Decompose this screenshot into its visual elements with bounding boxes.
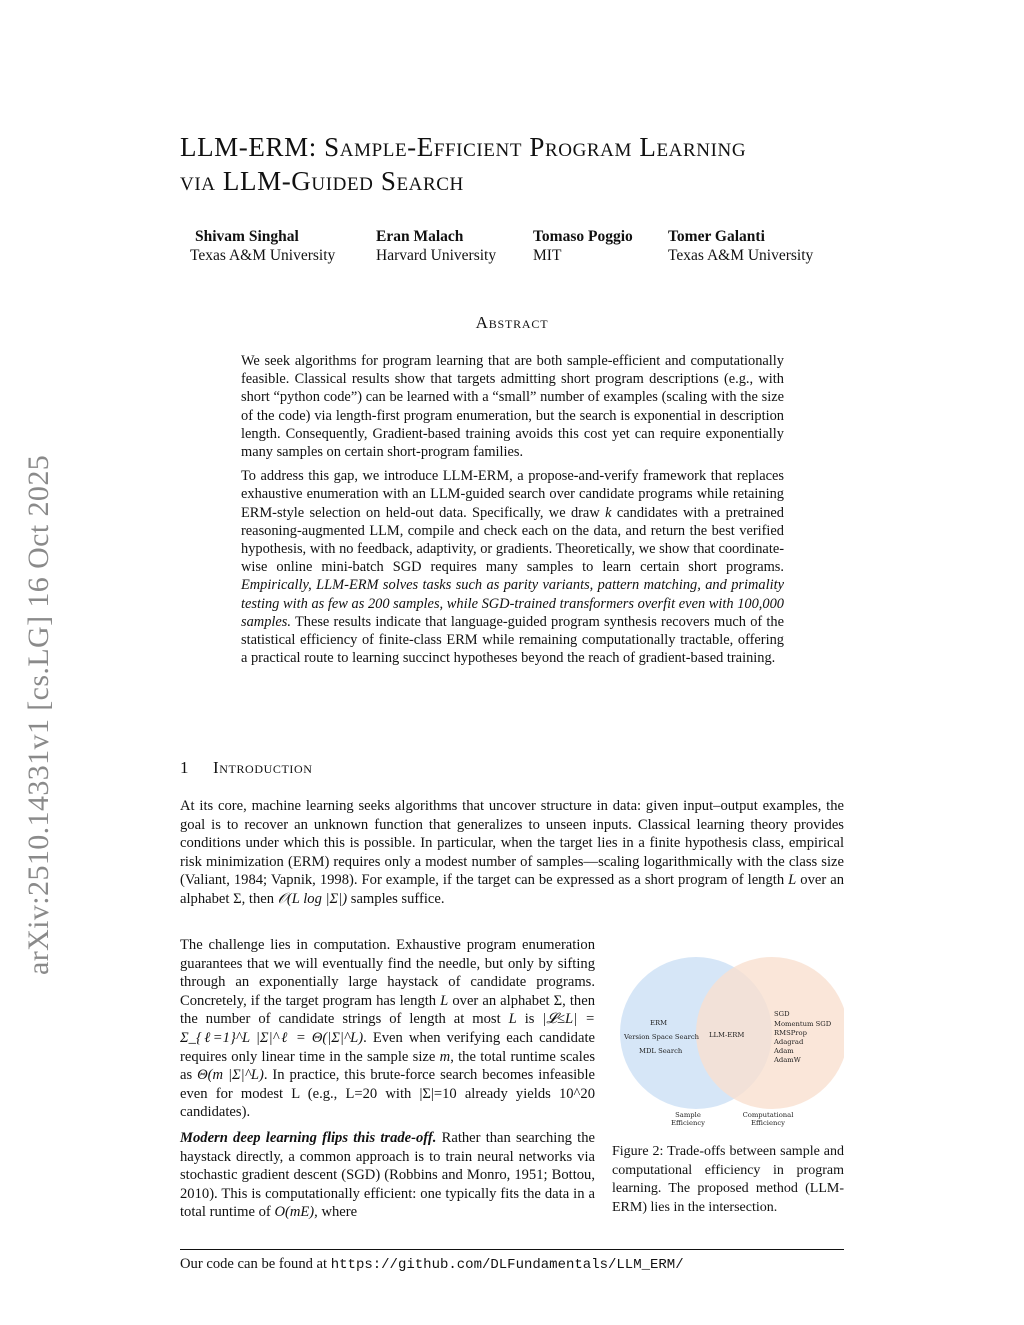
intro-text: samples suffice. bbox=[350, 890, 445, 907]
left-set-label: Sample bbox=[675, 1111, 701, 1119]
math-sigma: Σ bbox=[233, 890, 242, 907]
paragraph-lead: Modern deep learning flips this trade-off. bbox=[180, 1129, 437, 1146]
venn-diagram-figure bbox=[610, 955, 844, 1135]
intro-text: , then the number of candidate strings of length at most bbox=[180, 992, 595, 1028]
arxiv-stamp: arXiv:2510.14331v1 [cs.LG] 16 Oct 2025 bbox=[22, 454, 55, 975]
section-number: 1 bbox=[180, 758, 190, 777]
math-k: k bbox=[605, 504, 612, 521]
math-candidate-count: |𝓛≤L| = Σ_{ℓ=1}^L |Σ|^ℓ = Θ(|Σ|^L) bbox=[180, 1011, 595, 1046]
code-url-link[interactable]: https://github.com/DLFundamentals/LLM_ERM/ bbox=[330, 1257, 684, 1273]
right-set-item: Adam bbox=[774, 1047, 794, 1055]
section-heading-introduction bbox=[180, 758, 313, 778]
abstract-text: To address this gap, we introduce LLM-ERM, a propose-and-verify framework that replaces exhaustive enumeration with an LLM-guided search over candidate programs while retaining ERM-style selection on held-out data. Specifically, we draw bbox=[241, 468, 784, 521]
intro-text: , then bbox=[241, 890, 275, 907]
author-block bbox=[533, 227, 633, 265]
math-sample-bound: 𝒪(L log |Σ|) bbox=[277, 890, 348, 907]
abstract-emphasis: Empirically, LLM-ERM solves tasks such as parity variants, pattern matching, and primality testing with as few as 200 samples, while SGD-trained transformers overfit even with 100,000 samples. bbox=[241, 577, 784, 630]
intro-paragraph-2 bbox=[180, 936, 595, 1122]
intro-text: At its core, machine learning seeks algorithms that uncover structure in data: given input–output examples, the goal is to recover an unknown function that generalizes to unseen inputs. Classical learning theory provides conditions under which this is possible. In particular, when the target lies in a finite hypothesis class, empirical risk minimization (ERM) requires only a modest number of samples—scaling logarithmically with the class size (Valiant, 1984; Vapnik, 1998). For example, if the target can be expressed as a short program of length bbox=[180, 798, 844, 889]
right-set-item: Momentum SGD bbox=[774, 1020, 832, 1028]
author-affiliation: Texas A&M University bbox=[190, 247, 336, 264]
left-set-label: Efficiency bbox=[671, 1119, 705, 1127]
right-set-item: SGD bbox=[774, 1010, 790, 1018]
intro-text: . Even when verifying each candidate requires only linear time in the sample size bbox=[180, 1029, 595, 1065]
intro-text: , where bbox=[314, 1204, 358, 1221]
left-set-item: MDL Search bbox=[639, 1047, 683, 1055]
author-block bbox=[376, 227, 496, 265]
abstract-heading: Abstract bbox=[475, 313, 549, 332]
section-title: Introduction bbox=[213, 758, 313, 777]
math-L: L bbox=[788, 872, 797, 889]
intro-text: over an alphabet bbox=[452, 992, 550, 1009]
abstract-paragraph-1: We seek algorithms for program learning that are both sample-efficient and computationally feasible. Classical results show that targets admitting short program descriptions (e.g., with short “python code”) can be learned with a “small” number of examples (scaling with the size of the code) via length-first program enumeration, but the search is exponential in description length. Consequently, Gradient-based training avoids this cost yet can require exponentially many samples on certain short-program families. bbox=[241, 353, 784, 461]
author-block bbox=[190, 227, 335, 265]
abstract-text: These results indicate that language-guided program synthesis recovers much of the statistical efficiency of finite-class ERM while remaining computationally tractable, offering a practical route to learning succinct hypotheses beyond the reach of gradient-based training. bbox=[241, 613, 785, 667]
title-line-1: LLM-ERM: Sample-Efficient Program Learning bbox=[180, 132, 747, 162]
intro-paragraph-3 bbox=[180, 1129, 595, 1222]
figure-caption: Figure 2: Trade-offs between sample and computational efficiency in program learning. The proposed method (LLM-ERM) lies in the intersection. bbox=[612, 1144, 844, 1215]
author-block bbox=[668, 227, 813, 265]
author-name: Eran Malach bbox=[376, 228, 464, 245]
footnote-text: Our code can be found at bbox=[180, 1256, 328, 1272]
intro-text: L (e.g., L=20 with |Σ|=10 already yields 10^20 candidates). bbox=[180, 1085, 595, 1121]
abstract-body bbox=[241, 352, 784, 673]
right-set-item: AdamW bbox=[774, 1056, 801, 1064]
intro-text: . In practice, this brute-force search becomes infeasible even for modest bbox=[180, 1067, 596, 1102]
title-line-2: via LLM-Guided Search bbox=[180, 166, 464, 196]
abstract-text: candidates with a pretrained reasoning-augmented LLM, compile and check each on the data, and return the best verified hypothesis, with no feedback, adaptivity, or gradients. Theoretically, we show that coordinate-wise online mini-batch SGD requires many samples to learn certain short programs. bbox=[241, 504, 784, 576]
author-name: Tomer Galanti bbox=[668, 228, 765, 245]
author-affiliation: MIT bbox=[533, 247, 562, 264]
abstract-paragraph-2 bbox=[241, 467, 784, 667]
intro-text: is bbox=[524, 1011, 535, 1028]
math-L: L bbox=[508, 1011, 517, 1028]
author-affiliation: Texas A&M University bbox=[668, 247, 814, 264]
author-affiliation: Harvard University bbox=[376, 247, 497, 264]
math-m: m bbox=[439, 1048, 451, 1065]
author-name: Shivam Singhal bbox=[195, 228, 299, 245]
footnote-divider bbox=[180, 1249, 844, 1250]
math-L: L bbox=[440, 992, 449, 1009]
intro-text: over an alphabet bbox=[180, 872, 844, 907]
right-set-label: Computational bbox=[742, 1111, 794, 1119]
left-set-item: ERM bbox=[650, 1019, 668, 1027]
intro-text: , the total runtime scales as bbox=[180, 1048, 595, 1084]
right-set-item: Adagrad bbox=[774, 1038, 804, 1046]
math-sigma: Σ bbox=[553, 992, 563, 1009]
paper-title bbox=[180, 130, 860, 198]
right-set-item: RMSProp bbox=[774, 1029, 807, 1037]
left-set-item: Version Space Search bbox=[624, 1033, 700, 1041]
math-runtime: Θ(m |Σ|^L) bbox=[197, 1067, 264, 1084]
intro-text: Rather than searching the haystack directly, a common approach is to train neural networks via stochastic gradient descent (SGD) (Robbins and Monro, 1951; Bottou, 2010). This is computationally efficient: one typically fits the data in a total runtime of bbox=[180, 1129, 595, 1221]
intro-text: The challenge lies in computation. Exhaustive program enumeration guarantees that we will eventually find the needle, but only by sifting through an exponentially large haystack of candidate programs. Concretely, if the target program has length bbox=[180, 937, 595, 1009]
right-set-label: Efficiency bbox=[751, 1119, 785, 1127]
footnote bbox=[180, 1256, 684, 1273]
author-name: Tomaso Poggio bbox=[533, 228, 633, 245]
math-sgd-runtime: O(mE) bbox=[274, 1204, 315, 1221]
intersection-label: LLM-ERM bbox=[709, 1031, 745, 1039]
intro-left-column bbox=[180, 936, 595, 1229]
intro-paragraph-1 bbox=[180, 797, 844, 909]
